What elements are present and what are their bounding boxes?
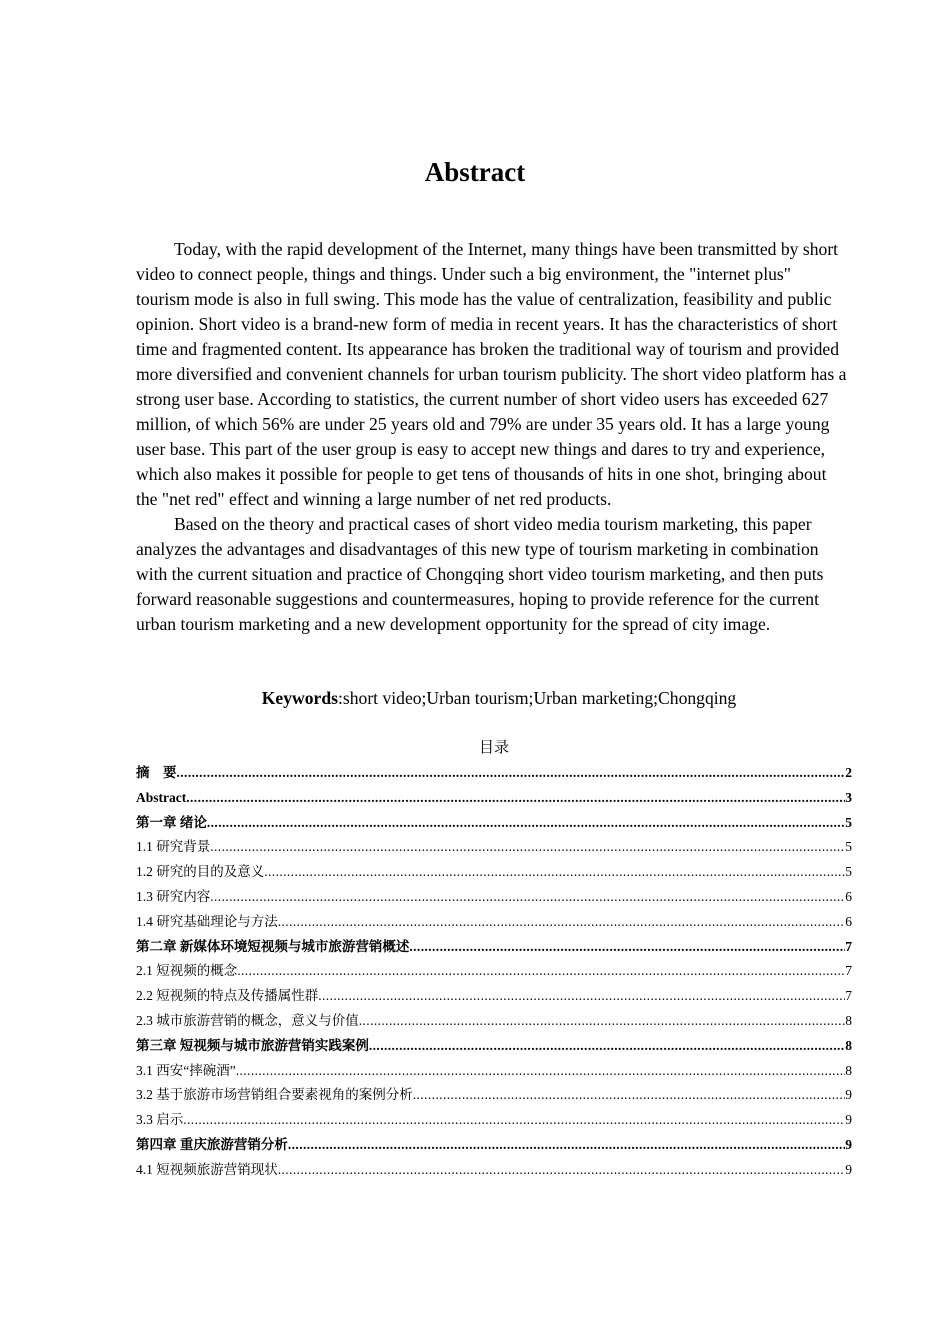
- toc-entry[interactable]: [136, 1059, 852, 1084]
- toc-entry[interactable]: [136, 786, 852, 811]
- toc-dot-leader: [207, 811, 845, 836]
- toc-entry-label: 3.1 西安“摔碗酒”: [136, 1062, 236, 1078]
- toc-entry[interactable]: [136, 1009, 852, 1034]
- toc-entry-label: 1.3 研究内容: [136, 888, 211, 904]
- toc-entry-page: 7: [845, 988, 852, 1004]
- toc-entry[interactable]: [136, 761, 852, 786]
- toc-entry[interactable]: [136, 1108, 852, 1133]
- toc-entry[interactable]: [136, 835, 852, 860]
- toc-entry-page: 5: [845, 864, 852, 880]
- toc-entry[interactable]: [136, 910, 852, 935]
- toc-title: 目录: [478, 740, 509, 756]
- toc-entry-label: 第一章 绪论: [136, 814, 207, 830]
- toc-entry[interactable]: [136, 860, 852, 885]
- toc-entry[interactable]: [136, 885, 852, 910]
- toc-entry[interactable]: [136, 1133, 852, 1158]
- toc-dot-leader: [409, 935, 845, 960]
- toc-entry-label: 第三章 短视频与城市旅游营销实践案例: [136, 1037, 369, 1053]
- toc-entry-page: 8: [845, 1012, 852, 1028]
- toc-entry-page: 6: [845, 913, 852, 929]
- toc-entry-label: 2.2 短视频的特点及传播属性群: [136, 988, 319, 1004]
- toc-entry[interactable]: [136, 984, 852, 1009]
- toc-entry[interactable]: [136, 959, 852, 984]
- toc-entry-label: Abstract: [136, 789, 187, 805]
- toc-entry-label: 2.1 短视频的概念: [136, 963, 238, 979]
- toc-dot-leader: [288, 1133, 845, 1158]
- toc-entry[interactable]: [136, 1034, 852, 1059]
- toc-entry-label: 1.4 研究基础理论与方法: [136, 913, 278, 929]
- toc-entry-label: 3.2 基于旅游市场营销组合要素视角的案例分析: [136, 1087, 413, 1103]
- toc-dot-leader: [210, 885, 845, 910]
- toc-dot-leader: [318, 984, 845, 1009]
- toc-entry-page: 8: [845, 1062, 852, 1078]
- toc-entry-page: 6: [845, 888, 852, 904]
- toc-dot-leader: [186, 786, 845, 811]
- toc-entry-page: 9: [845, 1112, 852, 1128]
- toc-entry-label: 4.1 短视频旅游营销现状: [136, 1161, 278, 1177]
- toc-dot-leader: [183, 1108, 845, 1133]
- toc-entry-label: 摘 要: [136, 765, 177, 780]
- toc-dot-leader: [359, 1009, 846, 1034]
- toc-dot-leader: [369, 1034, 845, 1059]
- toc-entry-label: 3.3 启示: [136, 1112, 184, 1128]
- toc-entry-page: 7: [845, 938, 852, 954]
- toc-dot-leader: [236, 1059, 846, 1084]
- table-of-contents: [136, 761, 852, 1183]
- toc-dot-leader: [177, 761, 846, 786]
- toc-entry-page: 2: [845, 765, 852, 780]
- abstract-title: Abstract: [424, 157, 526, 187]
- toc-entry-page: 5: [845, 839, 852, 855]
- abstract-paragraph-2: Based on the theory and practical cases of short video media tourism marketing, this paper analyzes the advantages and disadvantages of this new type of tourism marketing in combination with the current situation and practice of Chongqing short video tourism marketing, and then puts forward reasonable suggestions and countermeasures, hoping to provide reference for the current urban tourism marketing and a new development opportunity for the spread of city image.: [136, 514, 824, 634]
- keywords-text: :short video;Urban tourism;Urban marketing;Chongqing: [337, 688, 737, 708]
- toc-entry-page: 7: [845, 963, 852, 979]
- toc-entry[interactable]: [136, 935, 852, 960]
- toc-dot-leader: [210, 835, 845, 860]
- keywords-label: Keywords: [261, 688, 338, 708]
- toc-entry-page: 5: [845, 814, 852, 830]
- toc-entry-page: 9: [845, 1161, 852, 1177]
- toc-dot-leader: [237, 959, 845, 984]
- toc-dot-leader: [278, 1158, 846, 1183]
- toc-dot-leader: [413, 1083, 846, 1108]
- toc-dot-leader: [264, 860, 845, 885]
- toc-entry-label: 1.1 研究背景: [136, 839, 211, 855]
- toc-entry-label: 第四章 重庆旅游营销分析: [136, 1136, 288, 1152]
- toc-entry-label: 第二章 新媒体环境短视频与城市旅游营销概述: [136, 938, 410, 954]
- toc-entry-page: 9: [845, 1136, 852, 1152]
- abstract-paragraph-1: Today, with the rapid development of the Internet, many things have been transmitted by short video to connect people, things and things. Under such a big environment, the "internet plus" tourism mode is also in full swing. This mode has the value of centralization, feasibility and public opinion. Short video is a brand-new form of media in recent years. It has the characteristics of short time and fragmented content. Its appearance has broken the traditional way of tourism and provided more diversified and convenient channels for urban tourism publicity. The short video platform has a strong user base. According to statistics, the current number of short video users has exceeded 627 million, of which 56% are under 25 years old and 79% are under 35 years old. It has a large young user base. This part of the user group is easy to accept new things and dares to try and experience, which also makes it possible for people to get tens of thousands of hits in one shot, bringing about the "net red" effect and winning a large number of net red products.: [136, 239, 847, 509]
- toc-entry-page: 8: [845, 1037, 852, 1053]
- toc-entry[interactable]: [136, 811, 852, 836]
- toc-entry-label: 2.3 城市旅游营销的概念，意义与价值: [136, 1012, 359, 1028]
- toc-entry-page: 3: [845, 789, 852, 805]
- toc-entry-label: 1.2 研究的目的及意义: [136, 864, 265, 880]
- toc-entry-page: 9: [845, 1087, 852, 1103]
- toc-dot-leader: [278, 910, 846, 935]
- toc-entry[interactable]: [136, 1083, 852, 1108]
- keywords-line: [0, 686, 950, 711]
- abstract-body: [136, 237, 848, 637]
- toc-entry[interactable]: [136, 1158, 852, 1183]
